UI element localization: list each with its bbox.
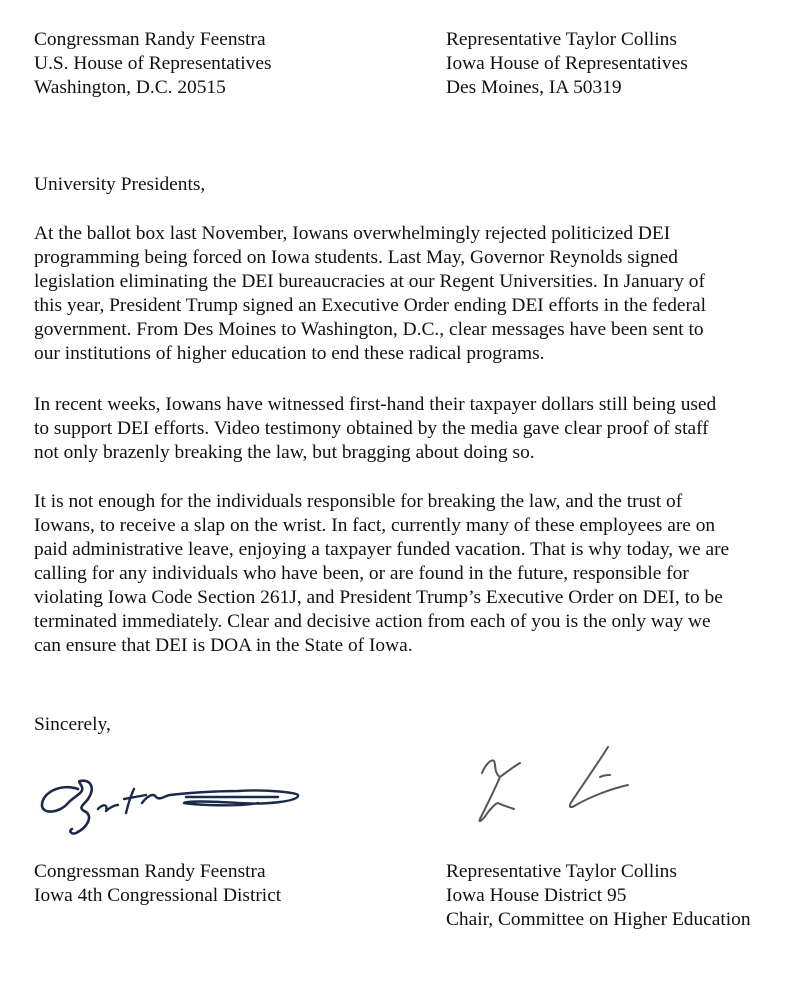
paragraph-line: In recent weeks, Iowans have witnessed first-hand their taxpayer dollars still being used — [34, 394, 717, 415]
signer-committee: Chair, Committee on Higher Education — [446, 909, 751, 930]
signer-title: Iowa House District 95 — [446, 885, 627, 906]
body-paragraph-3 — [34, 490, 729, 658]
signer-name: Representative Taylor Collins — [446, 861, 677, 882]
signature-stroke — [98, 805, 118, 811]
sender-office: Iowa House of Representatives — [446, 53, 688, 74]
signature-stroke — [124, 789, 298, 813]
paragraph-line: our institutions of higher education to end these radical programs. — [34, 343, 545, 364]
signature-stroke — [479, 761, 520, 822]
paragraph-line: It is not enough for the individuals responsible for breaking the law, and the trust of — [34, 491, 683, 512]
paragraph-line: not only brazenly breaking the law, but bragging about doing so. — [34, 442, 535, 463]
sender-city: Washington, D.C. 20515 — [34, 77, 226, 98]
signer-block-feenstra — [34, 860, 281, 908]
signature-feenstra-icon — [38, 765, 313, 835]
sender-name: Representative Taylor Collins — [446, 29, 677, 50]
signature-stroke — [42, 781, 92, 834]
signer-name: Congressman Randy Feenstra — [34, 861, 266, 882]
paragraph-line: calling for any individuals who have been, or are found in the future, responsible for — [34, 563, 689, 584]
paragraph-line: government. From Des Moines to Washington, D.C., clear messages have been sent to — [34, 319, 704, 340]
paragraph-line: this year, President Trump signed an Executive Order ending DEI efforts in the federal — [34, 295, 706, 316]
paragraph-line: legislation eliminating the DEI bureaucracies at our Regent Universities. In January of — [34, 271, 705, 292]
body-paragraph-2 — [34, 393, 716, 465]
sender-city: Des Moines, IA 50319 — [446, 77, 622, 98]
signature-collins-icon — [460, 743, 650, 833]
paragraph-line: Iowans, to receive a slap on the wrist. In fact, currently many of these employees are on — [34, 515, 716, 536]
signature-stroke — [570, 747, 628, 807]
paragraph-line: to support DEI efforts. Video testimony obtained by the media gave clear proof of staff — [34, 418, 709, 439]
signer-title: Iowa 4th Congressional District — [34, 885, 282, 906]
paragraph-line: violating Iowa Code Section 261J, and President Trump’s Executive Order on DEI, to be — [34, 587, 723, 608]
closing: Sincerely, — [34, 714, 111, 735]
sender-address-collins — [446, 28, 688, 100]
body-paragraph-1 — [34, 222, 706, 366]
paragraph-line: programming being forced on Iowa students. Last May, Governor Reynolds signed — [34, 247, 678, 268]
sender-address-feenstra — [34, 28, 272, 100]
sender-office: U.S. House of Representatives — [34, 53, 272, 74]
paragraph-line: terminated immediately. Clear and decisive action from each of you is the only way we — [34, 611, 711, 632]
paragraph-line: At the ballot box last November, Iowans overwhelmingly rejected politicized DEI — [34, 223, 671, 244]
signer-block-collins — [446, 860, 751, 932]
sender-name: Congressman Randy Feenstra — [34, 29, 266, 50]
paragraph-line: paid administrative leave, enjoying a taxpayer funded vacation. That is why today, we are — [34, 539, 730, 560]
salutation: University Presidents, — [34, 174, 206, 195]
paragraph-line: can ensure that DEI is DOA in the State of Iowa. — [34, 635, 413, 656]
